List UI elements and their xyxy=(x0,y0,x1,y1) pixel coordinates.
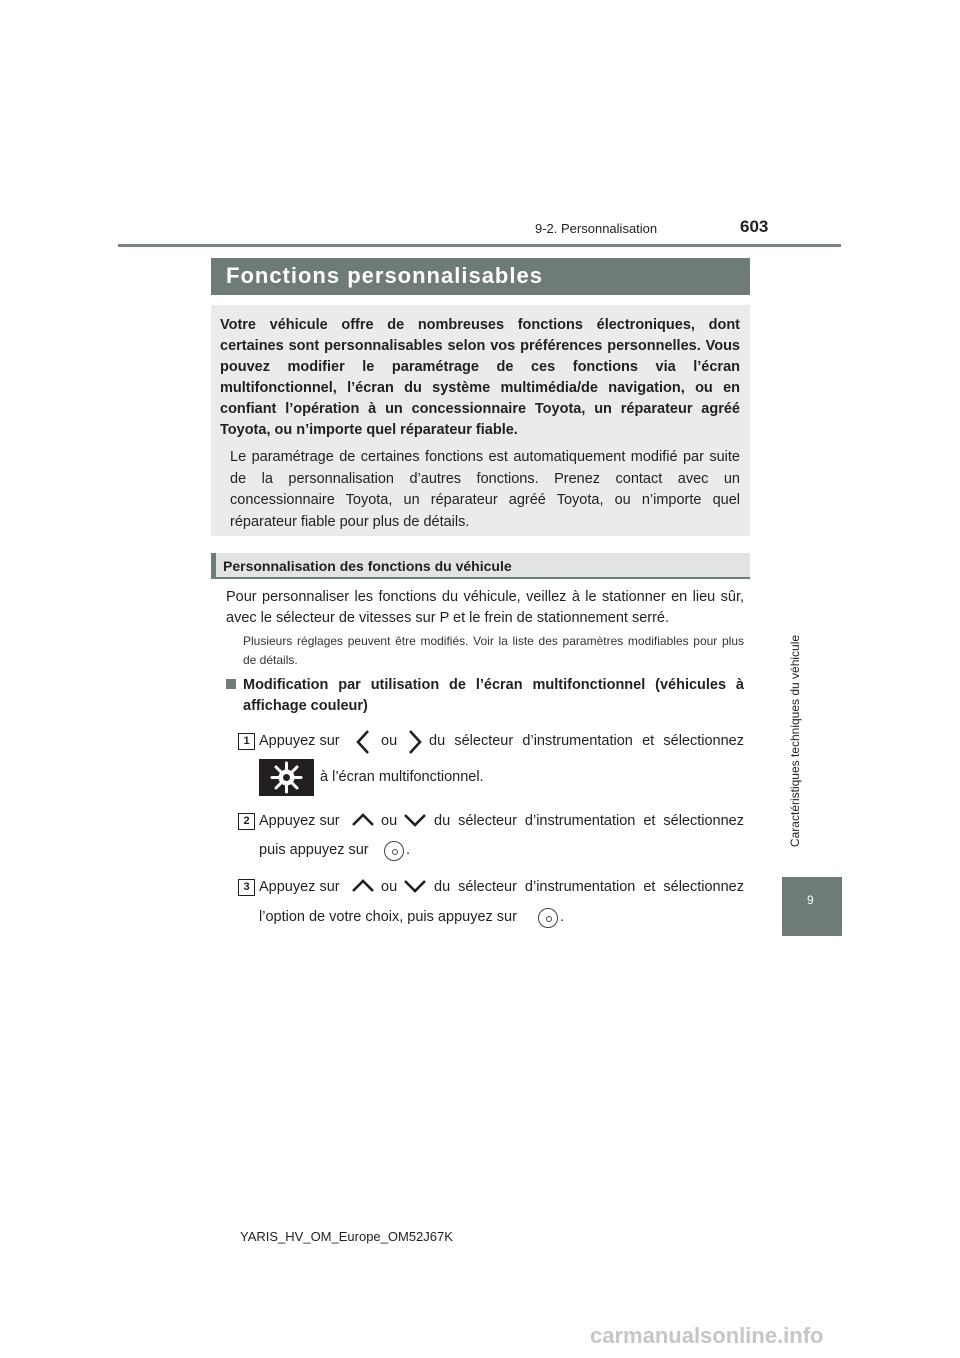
chevron-left-icon xyxy=(353,728,373,756)
chapter-number: 9 xyxy=(807,893,814,907)
step-text: . xyxy=(406,842,411,858)
chevron-down-icon xyxy=(402,812,428,828)
watermark: carmanualsonline.info xyxy=(590,1323,824,1348)
chevron-up-icon xyxy=(350,878,376,894)
header-section: 9-2. Personnalisation xyxy=(535,221,658,236)
settings-gear-icon xyxy=(259,759,314,796)
step-text: Appuyez sur xyxy=(259,733,340,749)
small-note: Plusieurs réglages peuvent être modifiés. Voir la liste des paramètres modifiables pour plus de détails. xyxy=(243,634,744,667)
chevron-down-icon xyxy=(402,878,428,894)
footer-code: YARIS_HV_OM_Europe_OM52J67K xyxy=(240,1229,453,1244)
chapter-tab xyxy=(782,877,842,936)
step-text: Appuyez sur xyxy=(259,879,340,895)
step-text: puis appuyez sur xyxy=(259,842,369,858)
page-number: 603 xyxy=(740,217,769,236)
step-number: 3 xyxy=(238,879,255,896)
intro-box xyxy=(211,305,750,536)
step-text: à l’écran multifonctionnel. xyxy=(320,769,484,785)
step-number: 2 xyxy=(238,813,255,830)
intro-note: Le paramétrage de certaines fonctions est automatiquement modifié par suite de la personnalisation d’autres fonctions. Prenez contact avec un concessionnaire Toyota, un réparateur agréé Toyota, ou n’importe quel réparateur fiable pour plus de détails. xyxy=(230,449,740,530)
square-bullet-icon xyxy=(226,679,236,689)
step-number: 1 xyxy=(238,733,255,750)
ok-dial-icon xyxy=(384,841,404,861)
step-text: du sélecteur d’instrumentation et sélectionnez xyxy=(434,879,744,895)
intro-text: Votre véhicule offre de nombreuses fonctions électroniques, dont certaines sont personnalisables selon vos préférences personnelles. Vous pouvez modifier le paramétrage de ces fonctions via l’écran multifonctionnel, l’écran du système multimédia/de navigation, ou en confiant l’opération à un concessionnaire Toyota, un réparateur agréé Toyota, ou n’importe quel réparateur fiable. xyxy=(220,317,740,438)
step-text: l’option de votre choix, puis appuyez sur xyxy=(259,909,517,925)
side-tab-label: Caractéristiques techniques du véhicule xyxy=(788,634,802,848)
step-text: . xyxy=(560,909,565,925)
body-paragraph: Pour personnaliser les fonctions du véhicule, veillez à le stationner en lieu sûr, avec le sélecteur de vitesses sur P et le frein de stationnement serré. xyxy=(226,589,744,626)
title-bar xyxy=(211,258,750,295)
subsection-title: Personnalisation des fonctions du véhicule xyxy=(223,558,512,574)
section-heading: Modification par utilisation de l’écran multifonctionnel (véhicules à affichage couleur) xyxy=(243,677,744,714)
chevron-up-icon xyxy=(350,812,376,828)
step-text: ou xyxy=(381,879,398,895)
step-text: ou xyxy=(381,813,398,829)
chevron-right-icon xyxy=(405,728,425,756)
page-title: Fonctions personnalisables xyxy=(226,263,543,288)
step-text: Appuyez sur xyxy=(259,813,340,829)
step-text: ou xyxy=(381,733,398,749)
header-divider xyxy=(118,244,841,247)
subsection-bar xyxy=(211,553,750,579)
step-text: du sélecteur d’instrumentation et sélectionnez xyxy=(434,813,744,829)
ok-dial-icon xyxy=(538,908,558,928)
step-text: du sélecteur d’instrumentation et sélectionnez xyxy=(429,733,744,749)
